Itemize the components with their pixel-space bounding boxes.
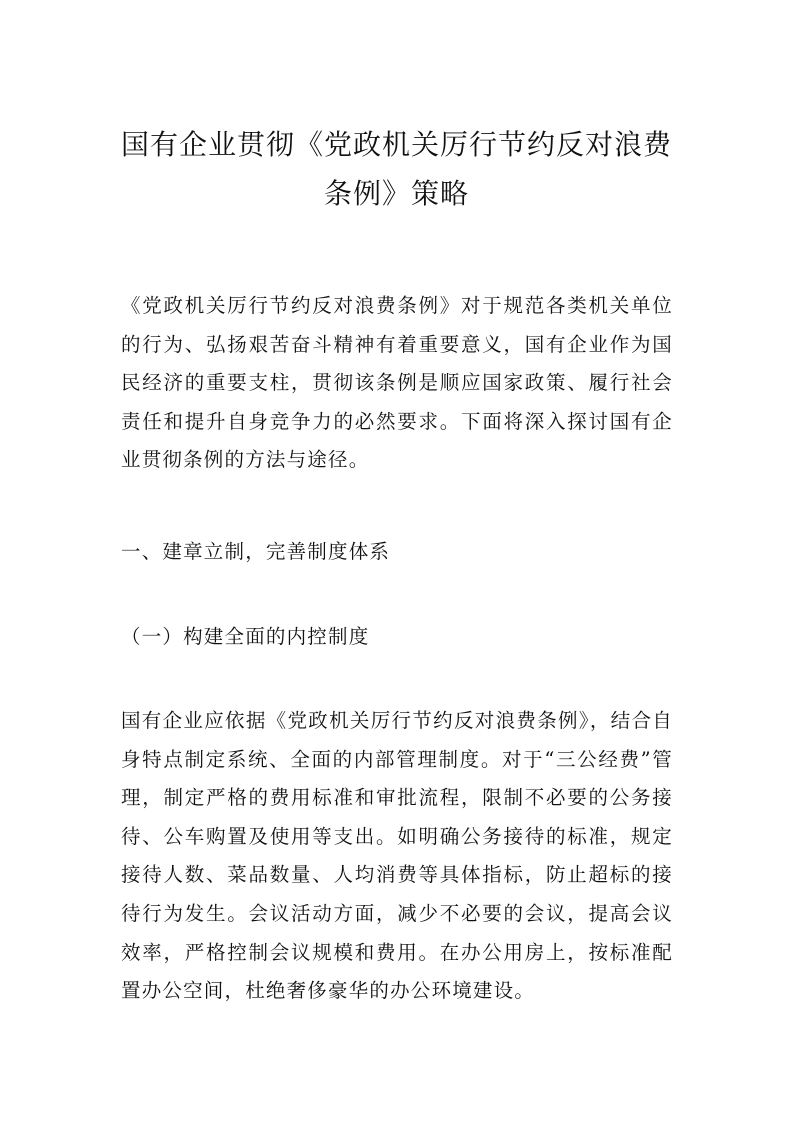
section-1-heading: 一、建章立制，完善制度体系: [121, 540, 391, 563]
subsection-1-paragraph: 国有企业应依据《党政机关厉行节约反对浪费条例》，结合自身特点制定系统、全面的内部管理制度。对于“三公经费”管理，制定严格的费用标准和审批流程，限制不必要的公务接待、公车购置及使用等支出。如明确公务接待的标准，规定接待人数、菜品数量、人均消费等具体指标，防止超标的接待行为发生。会议活动方面，减少不必要的会议，提高会议效率，严格控制会议规模和费用。在办公用房上，按标准配置办公空间，杜绝奢侈豪华的办公环境建设。: [121, 709, 673, 1003]
title-line-2: 条例》策略: [323, 177, 469, 210]
subsection-1-heading: （一）构建全面的内控制度: [121, 625, 370, 648]
title-line-1: 国有企业贯彻《党政机关厉行节约反对浪费: [120, 128, 672, 161]
intro-paragraph: 《党政机关厉行节约反对浪费条例》对于规范各类机关单位的行为、弘扬艰苦奋斗精神有着重要意义，国有企业作为国民经济的重要支柱，贯彻该条例是顺应国家政策、履行社会责任和提升自身竞争力的必然要求。下面将深入探讨国有企业贯彻条例的方法与途径。: [121, 294, 673, 472]
document-title: [100, 120, 693, 218]
